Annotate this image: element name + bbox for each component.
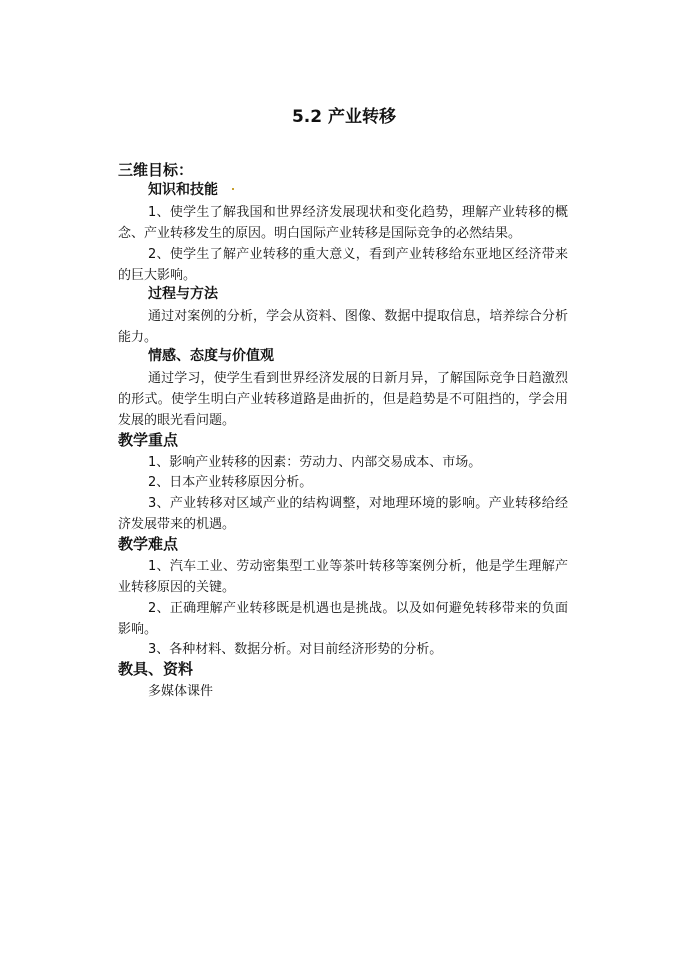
- stray-mark: [232, 188, 234, 190]
- difficulty-3: 3、各种材料、数据分析。对目前经济形势的分析。: [148, 642, 443, 657]
- key-point-2: 2、日本产业转移原因分析。: [148, 475, 313, 490]
- key-point-1: 1、影响产业转移的因素：劳动力、内部交易成本、市场。: [148, 455, 482, 470]
- knowledge-paragraph-1: 1、使学生了解我国和世界经济发展现状和变化趋势，理解产业转移的概念、产业转移发生的原因。明白国际产业转移是国际竞争的必然结果。: [118, 205, 568, 241]
- document-title: 5.2 产业转移: [291, 107, 397, 127]
- difficulty-2: 2、正确理解产业转移既是机遇也是挑战。以及如何避免转移带来的负面影响。: [118, 601, 568, 637]
- materials-paragraph-1: 多媒体课件: [148, 684, 214, 699]
- difficulties-heading: 教学难点: [118, 535, 179, 553]
- process-heading: 过程与方法: [148, 286, 218, 302]
- knowledge-paragraph-2: 2、使学生了解产业转移的重大意义，看到产业转移给东亚地区经济带来的巨大影响。: [118, 247, 568, 283]
- objectives-heading: 三维目标：: [118, 161, 194, 179]
- process-paragraph-1: 通过对案例的分析，学会从资料、图像、数据中提取信息，培养综合分析能力。: [118, 309, 568, 345]
- knowledge-heading: 知识和技能: [148, 182, 218, 198]
- emotion-paragraph-1: 通过学习，使学生看到世界经济发展的日新月异，了解国际竞争日趋激烈的形式。使学生明白产业转移道路是曲折的，但是趋势是不可阻挡的，学会用发展的眼光看问题。: [118, 371, 568, 428]
- key-point-3: 3、产业转移对区域产业的结构调整，对地理环境的影响。产业转移给经济发展带来的机遇。: [118, 496, 568, 532]
- emotion-heading: 情感、态度与价值观: [148, 348, 274, 364]
- difficulty-1: 1、汽车工业、劳动密集型工业等茶叶转移等案例分析，他是学生理解产业转移原因的关键。: [118, 559, 568, 595]
- key-points-heading: 教学重点: [118, 431, 179, 449]
- materials-heading: 教具、资料: [118, 660, 194, 678]
